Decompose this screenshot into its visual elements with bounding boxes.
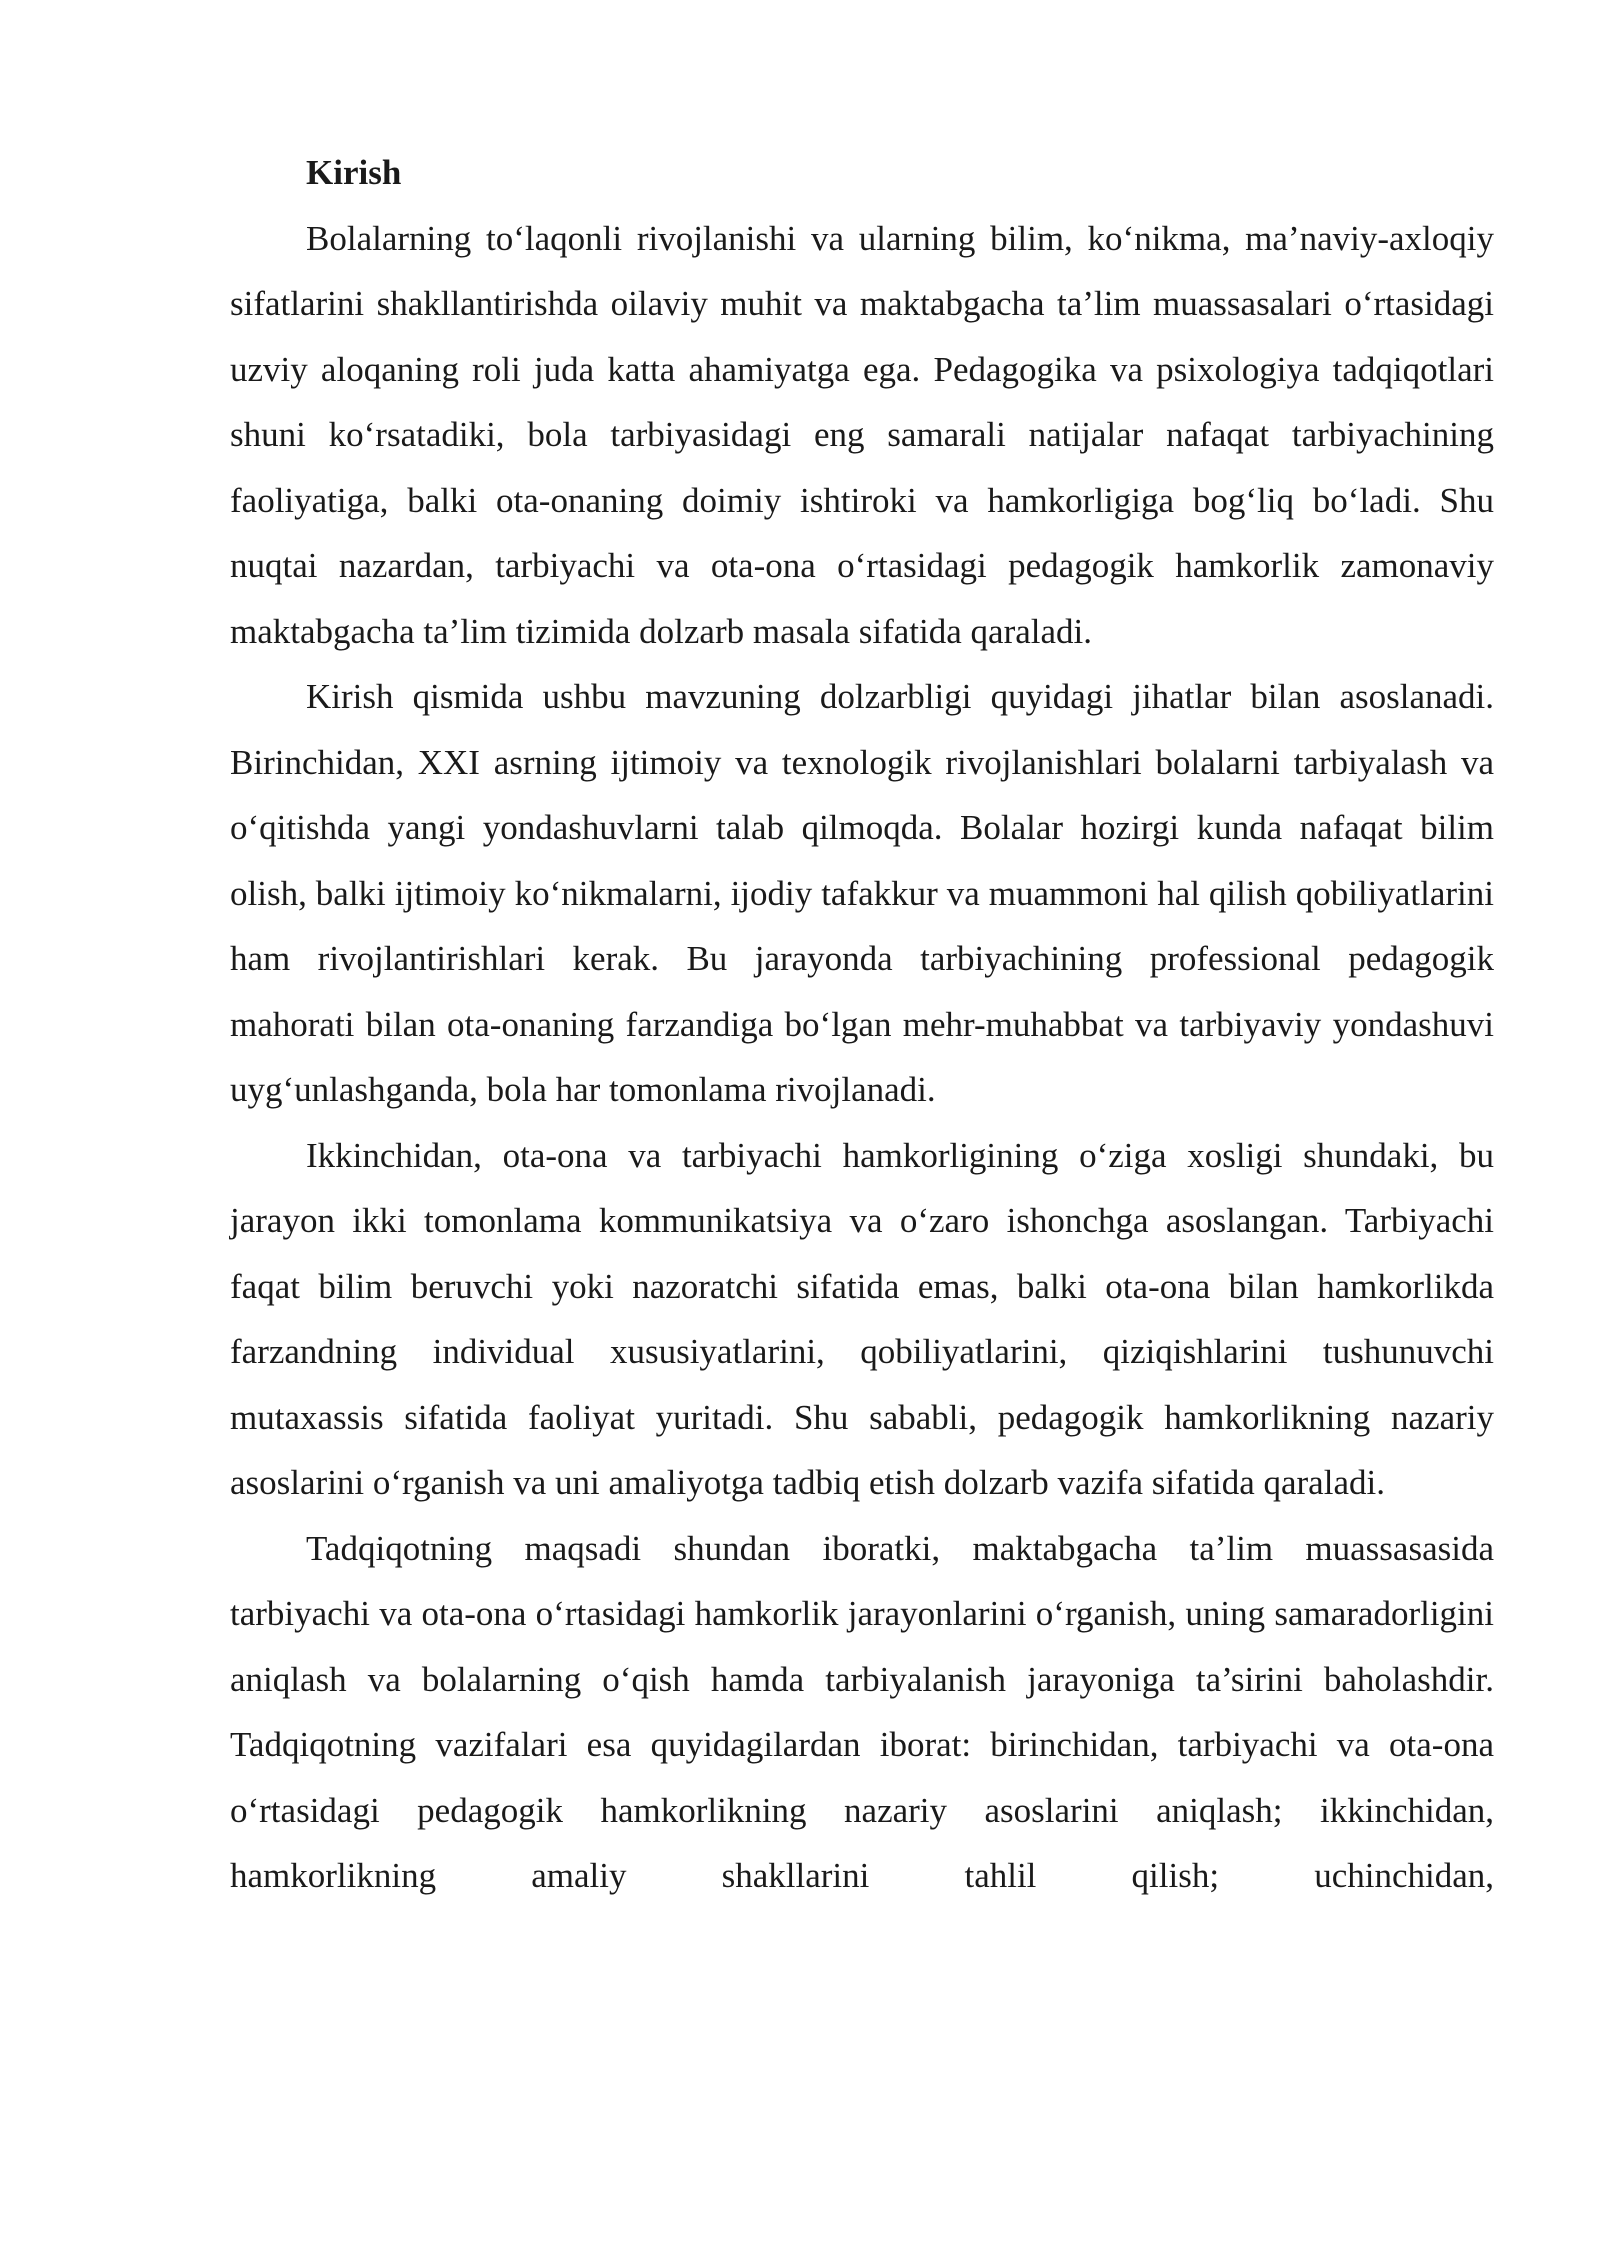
section-heading: Kirish	[306, 153, 402, 192]
paragraph-4: Tadqiqotning maqsadi shundan iboratki, maktabgacha ta’lim muassasasida tarbiyachi va ota-ona o‘rtasidagi hamkorlik jarayonlarini o‘rganish, uning samaradorligini aniqlash va bolalarning o‘qish hamda tarbiyalanish jarayoniga ta’sirini baholashdir. Tadqiqotning vazifalari esa quyidagilardan iborat: birinchidan, tarbiyachi va ota-ona o‘rtasidagi pedagogik hamkorlikning nazariy asoslarini aniqlash; ikkinchidan, hamkorlikning amaliy shakllarini tahlil qilish; uchinchidan,	[230, 1528, 1494, 1895]
document-page	[230, 140, 1494, 1909]
paragraph-3: Ikkinchidan, ota-ona va tarbiyachi hamkorligining o‘ziga xosligi shundaki, bu jarayon ikki tomonlama kommunikatsiya va o‘zaro ishonchga asoslangan. Tarbiyachi faqat bilim beruvchi yoki nazoratchi sifatida emas, balki ota-ona bilan hamkorlikda farzandning individual xususiyatlarini, qobiliyatlarini, qiziqishlarini tushunuvchi mutaxassis sifatida faoliyat yuritadi. Shu sababli, pedagogik hamkorlikning nazariy asoslarini o‘rganish va uni amaliyotga tadbiq etish dolzarb vazifa sifatida qaraladi.	[230, 1135, 1494, 1502]
paragraph-2: Kirish qismida ushbu mavzuning dolzarbligi quyidagi jihatlar bilan asoslanadi. Birinchidan, XXI asrning ijtimoiy va texnologik rivojlanishlari bolalarni tarbiyalash va o‘qitishda yangi yondashuvlarni talab qilmoqda. Bolalar hozirgi kunda nafaqat bilim olish, balki ijtimoiy ko‘nikmalarni, ijodiy tafakkur va muammoni hal qilish qobiliyatlarini ham rivojlantirishlari kerak. Bu jarayonda tarbiyachining professional pedagogik mahorati bilan ota-onaning farzandiga bo‘lgan mehr-muhabbat va tarbiyaviy yondashuvi uyg‘unlashganda, bola har tomonlama rivojlanadi.	[230, 677, 1494, 1109]
paragraph-1: Bolalarning to‘laqonli rivojlanishi va ularning bilim, ko‘nikma, ma’naviy-axloqiy sifatlarini shakllantirishda oilaviy muhit va maktabgacha ta’lim muassasalari o‘rtasidagi uzviy aloqaning roli juda katta ahamiyatga ega. Pedagogika va psixologiya tadqiqotlari shuni ko‘rsatadiki, bola tarbiyasidagi eng samarali natijalar nafaqat tarbiyachining faoliyatiga, balki ota-onaning doimiy ishtiroki va hamkorligiga bog‘liq bo‘ladi. Shu nuqtai nazardan, tarbiyachi va ota-ona o‘rtasidagi pedagogik hamkorlik zamonaviy maktabgacha ta’lim tizimida dolzarb masala sifatida qaraladi.	[230, 218, 1494, 651]
